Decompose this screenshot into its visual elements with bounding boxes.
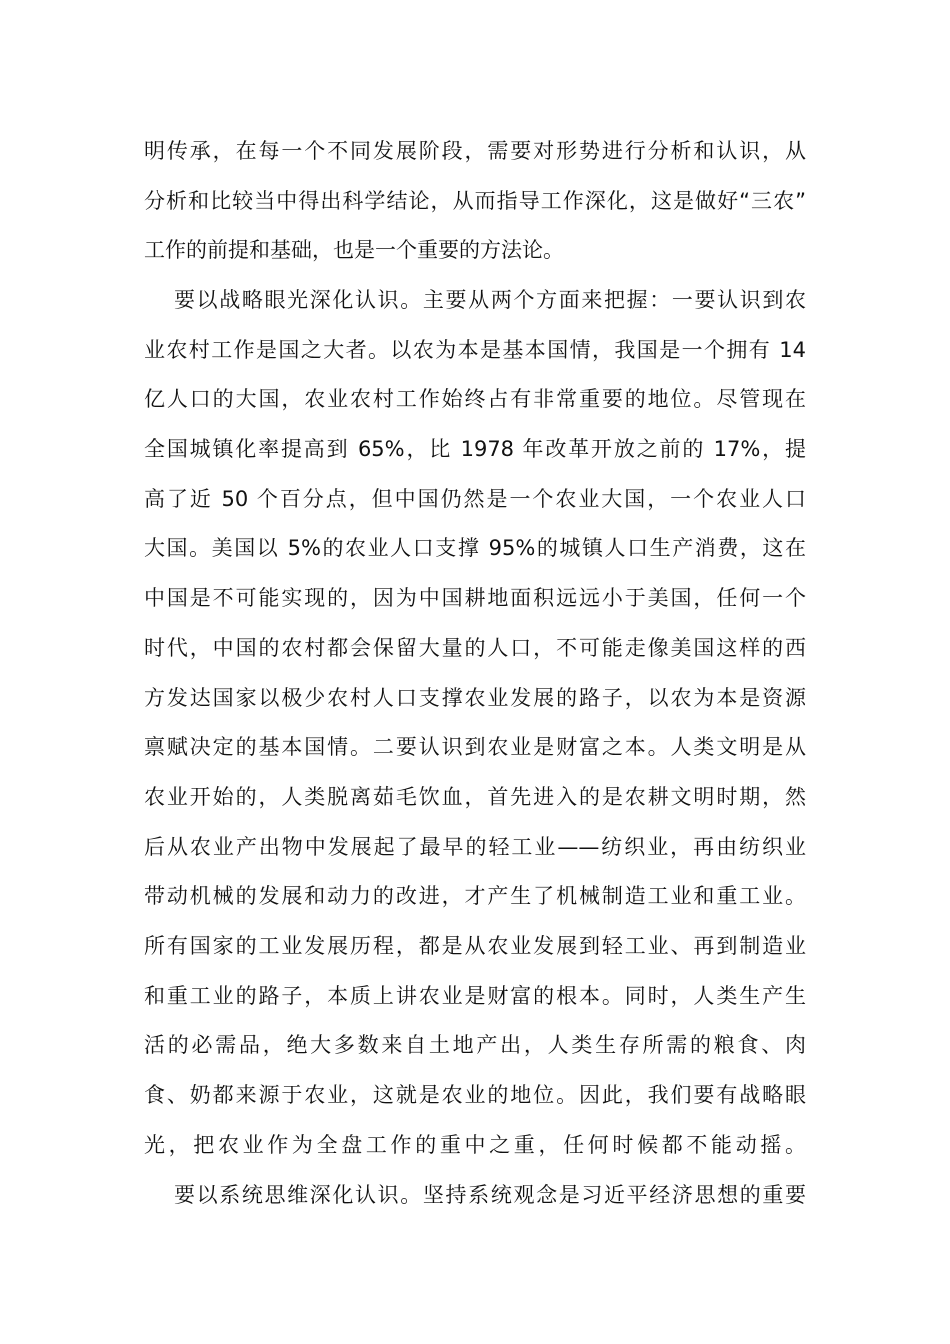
paragraph-line: 工作的前提和基础，也是一个重要的方法论。: [144, 238, 564, 263]
paragraph-line: 业农村工作是国之大者。以农为本是基本国情，我国是一个拥有 14: [144, 337, 806, 362]
paragraph-line: 要以战略眼光深化认识。主要从两个方面来把握：一要认识到农: [174, 288, 806, 312]
paragraph-line: 光，把农业作为全盘工作的重中之重，任何时候都不能动摇。: [144, 1132, 806, 1157]
paragraph-line: 时代，中国的农村都会保留大量的人口，不可能走像美国这样的西: [144, 635, 806, 660]
paragraph-line: 中国是不可能实现的，因为中国耕地面积远远小于美国，任何一个: [144, 586, 806, 611]
paragraph-line: 全国城镇化率提高到 65%，比 1978 年改革开放之前的 17%，提: [144, 437, 806, 462]
paragraph-line: 大国。美国以 5%的农业人口支撑 95%的城镇人口生产消费，这在: [144, 536, 806, 561]
paragraph-1: [144, 127, 806, 276]
paragraph-3: [144, 1171, 806, 1221]
paragraph-2: [144, 276, 806, 1220]
paragraph-line: 带动机械的发展和动力的改进，才产生了机械制造工业和重工业。: [144, 884, 806, 909]
paragraph-line: 食、奶都来源于农业，这就是农业的地位。因此，我们要有战略眼: [144, 1083, 806, 1107]
paragraph-line: 分析和比较当中得出科学结论，从而指导工作深化，这是做好“三农”: [144, 188, 806, 213]
paragraph-line: 和重工业的路子，本质上讲农业是财富的根本。同时，人类生产生: [144, 983, 806, 1008]
paragraph-line: 活的必需品，绝大多数来自土地产出，人类生存所需的粮食、肉: [144, 1033, 806, 1058]
paragraph-line: 要以系统思维深化认识。坚持系统观念是习近平经济思想的重要: [174, 1183, 806, 1207]
paragraph-line: 明传承，在每一个不同发展阶段，需要对形势进行分析和认识，从: [144, 139, 806, 163]
paragraph-line: 所有国家的工业发展历程，都是从农业发展到轻工业、再到制造业: [144, 933, 806, 958]
paragraph-line: 方发达国家以极少农村人口支撑农业发展的路子，以农为本是资源: [144, 685, 806, 710]
paragraph-line: 亿人口的大国，农业农村工作始终占有非常重要的地位。尽管现在: [144, 387, 806, 412]
paragraph-line: 高了近 50 个百分点，但中国仍然是一个农业大国，一个农业人口: [144, 486, 806, 511]
paragraph-line: 农业开始的，人类脱离茹毛饮血，首先进入的是农耕文明时期，然: [144, 784, 806, 809]
paragraph-line: 后从农业产出物中发展起了最早的轻工业——纺织业，再由纺织业: [144, 834, 806, 859]
paragraph-line: 禀赋决定的基本国情。二要认识到农业是财富之本。人类文明是从: [144, 735, 806, 760]
